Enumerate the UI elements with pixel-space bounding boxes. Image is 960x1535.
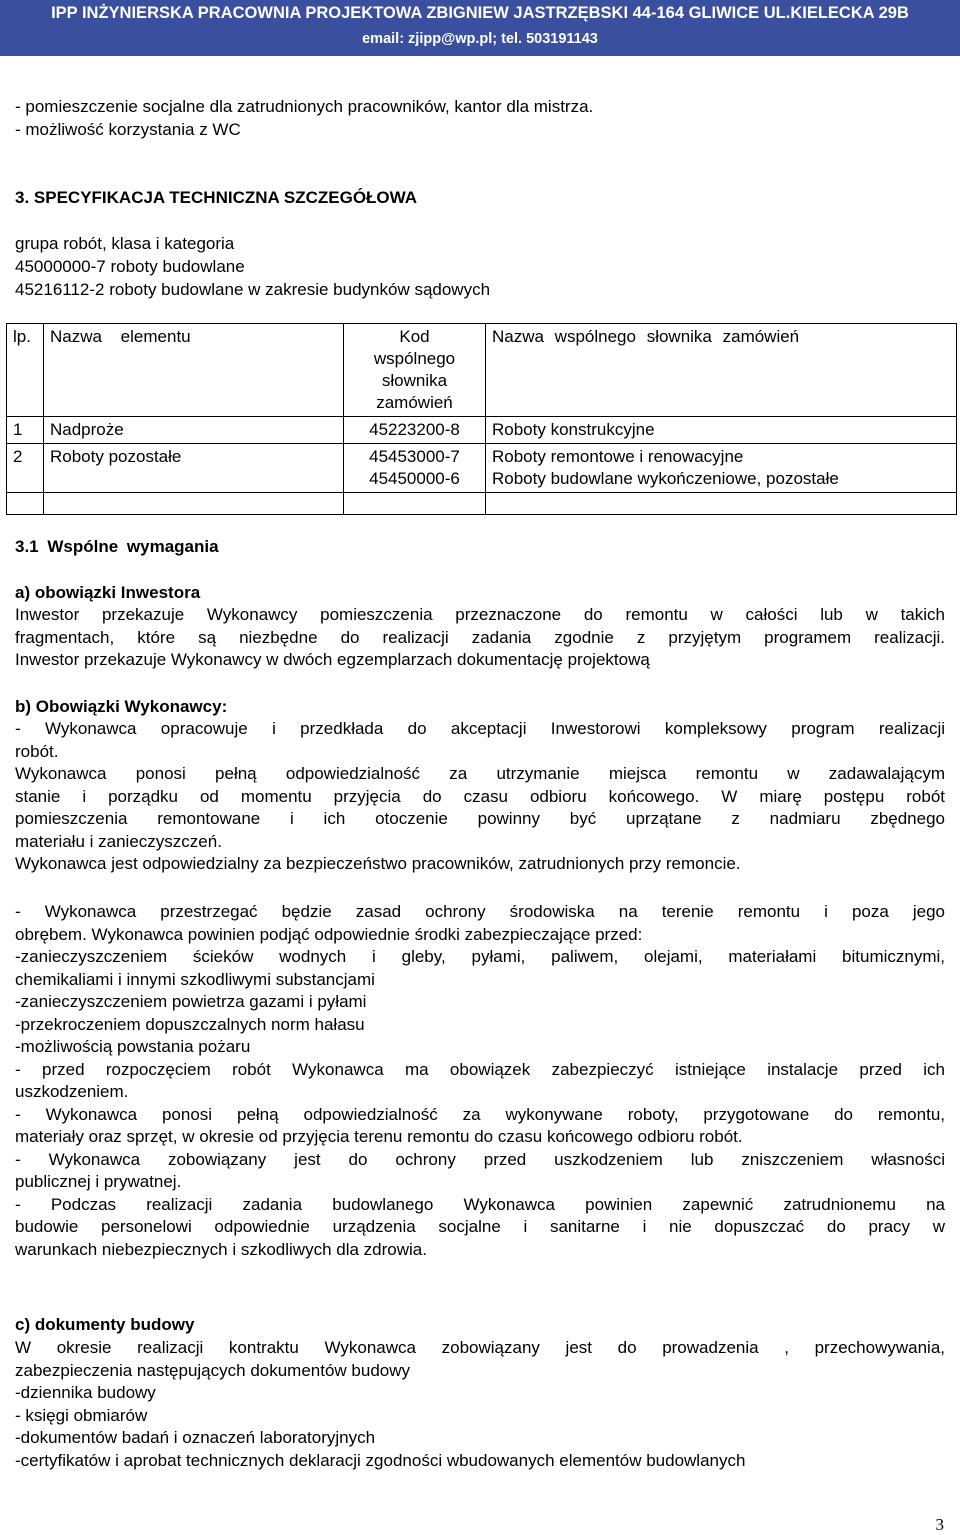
text-line: -dokumentów badań i oznaczeń laboratoryjnych xyxy=(15,1428,376,1447)
text-line: publicznej i prywatnej. xyxy=(15,1172,182,1191)
row-description xyxy=(486,417,957,444)
text-line: Wykonawca jest odpowiedzialny za bezpieczeństwo pracowników, zatrudnionych przy remoncie. xyxy=(15,854,741,873)
row-code-value: 45223200-8 xyxy=(369,420,460,439)
row-lp: 1 xyxy=(7,417,44,444)
row-code-value: 45450000-6 xyxy=(369,469,460,488)
header-dictionary-name xyxy=(486,324,957,417)
row-code xyxy=(344,417,486,444)
row-description xyxy=(486,444,957,493)
text-line: -dziennika budowy xyxy=(15,1383,156,1402)
text-line: materiału i zanieczyszczeń. xyxy=(15,831,222,851)
text-line: - przed rozpoczęciem robót Wykonawca ma obowiązek zabezpieczyć istniejące instalacje przed ich xyxy=(15,1059,945,1079)
row-element-name: Roboty pozostałe xyxy=(44,444,344,493)
text-line: - księgi obmiarów xyxy=(15,1405,148,1425)
text-line: -zanieczyszczeniem ścieków wodnych i gleby, pyłami, paliwem, olejami, materiałami bitumicznymi, xyxy=(15,947,945,966)
classification-line: 45000000-7 roboty budowlane xyxy=(15,257,245,276)
text-line: uszkodzeniem. xyxy=(15,1082,129,1101)
investor-duties-text xyxy=(15,604,945,672)
contractor-duties-paragraph-1 xyxy=(15,718,945,876)
contractor-duties-title: b) Obowiązki Wykonawcy: xyxy=(15,697,228,716)
text-line: chemikaliami i innymi szkodliwymi substancjami xyxy=(15,969,375,989)
header-code-line: słownika xyxy=(381,371,448,390)
investor-duties-title: a) obowiązki Inwestora xyxy=(15,583,201,602)
empty-cell xyxy=(486,493,957,515)
construction-documents-title: c) dokumenty budowy xyxy=(15,1315,195,1334)
text-line: - Wykonawca opracowuje i przedkłada do akceptacji Inwestorowi kompleksowy program realizacji xyxy=(15,719,945,738)
row-description-line: Roboty konstrukcyjne xyxy=(492,420,655,439)
section-3-1-title: 3.1 Wspólne wymagania xyxy=(15,537,219,556)
text-line: Inwestor przekazuje Wykonawcy pomieszczenia przeznaczone do remontu w całości lub w takich xyxy=(15,605,945,624)
text-line: - Wykonawca przestrzegać będzie zasad ochrony środowiska na terenie remontu i poza jego xyxy=(15,902,945,921)
text-line: fragmentach, które są niezbędne do realizacji zadania zgodnie z przyjętym programem realizacji. xyxy=(15,627,945,647)
text-line: -zanieczyszczeniem powietrza gazami i pyłami xyxy=(15,992,367,1011)
header-code-line: zamówień xyxy=(376,393,453,412)
header-code-line: Kod xyxy=(399,327,430,346)
intro-line: - pomieszczenie socjalne dla zatrudnionych pracowników, kantor dla mistrza. xyxy=(15,97,594,116)
text-line: zabezpieczenia następujących dokumentów budowy xyxy=(15,1360,411,1380)
row-description-line: Roboty budowlane wykończeniowe, pozostałe xyxy=(492,469,839,488)
text-line: stanie i porządku od momentu przyjęcia do czasu odbioru końcowego. W miarę postępu robót xyxy=(15,786,945,806)
text-line: budowie personelowi odpowiednie urządzenia socjalne i sanitarne i nie dopuszczać do pracy w xyxy=(15,1217,945,1236)
text-line: pomieszczenia remontowane i ich otoczenie powinny być uprzątane z nadmiaru zbędnego xyxy=(15,809,945,828)
header-element-name xyxy=(44,324,344,417)
intro-line: - możliwość korzystania z WC xyxy=(15,120,241,139)
row-description-line: Roboty remontowe i renowacyjne xyxy=(492,447,744,466)
header-code-line: wspólnego xyxy=(373,349,456,368)
letterhead-company: IPP INŻYNIERSKA PRACOWNIA PROJEKTOWA ZBIGNIEW JASTRZĘBSKI 44-164 GLIWICE UL.KIELECKA 29B xyxy=(51,4,909,22)
row-lp: 2 xyxy=(7,444,44,493)
text-line: - Podczas realizacji zadania budowlanego Wykonawca powinien zapewnić zatrudnionemu na xyxy=(15,1194,945,1214)
text-line: - Wykonawca zobowiązany jest do ochrony przed uszkodzeniem lub zniszczeniem własności xyxy=(15,1149,945,1169)
construction-documents-text xyxy=(15,1337,945,1472)
text-line: Wykonawca ponosi pełną odpowiedzialność za utrzymanie miejsca remontu w zadawalającym xyxy=(15,764,945,783)
classification-line: 45216112-2 roboty budowlane w zakresie budynków sądowych xyxy=(15,280,491,299)
table-row xyxy=(7,417,957,444)
header-element-name-text: Nazwa elementu xyxy=(50,327,191,346)
empty-cell xyxy=(344,493,486,515)
empty-cell xyxy=(7,493,44,515)
row-code xyxy=(344,444,486,493)
header-dictionary-name-text: Nazwa wspólnego słownika zamówień xyxy=(492,327,800,346)
header-code xyxy=(344,324,486,417)
table-header-row xyxy=(7,324,957,417)
letterhead-contact: email: zjipp@wp.pl; tel. 503191143 xyxy=(362,31,598,47)
header-lp: lp. xyxy=(7,324,44,417)
letterhead xyxy=(0,0,960,56)
contractor-duties-paragraph-2 xyxy=(15,901,945,1261)
row-element-name: Nadproże xyxy=(44,417,344,444)
empty-cell xyxy=(44,493,344,515)
spec-table xyxy=(6,323,957,515)
text-line: obrębem. Wykonawca powinien podjąć odpowiednie środki zabezpieczające przed: xyxy=(15,924,643,944)
text-line: Inwestor przekazuje Wykonawcy w dwóch egzemplarzach dokumentację projektową xyxy=(15,650,650,669)
classification-line: grupa robót, klasa i kategoria xyxy=(15,234,235,253)
text-line: W okresie realizacji kontraktu Wykonawca zobowiązany jest do prowadzenia , przechowywania, xyxy=(15,1338,945,1357)
page-number: 3 xyxy=(935,1515,944,1534)
text-line: -przekroczeniem dopuszczalnych norm hałasu xyxy=(15,1014,365,1034)
text-line: materiały oraz sprzęt, w okresie od przyjęcia terenu remontu do czasu końcowego odbioru robót. xyxy=(15,1127,743,1146)
text-line: warunkach niebezpiecznych i szkodliwych dla zdrowia. xyxy=(15,1239,427,1259)
table-row xyxy=(7,444,957,493)
text-line: robót. xyxy=(15,741,59,761)
table-empty-row xyxy=(7,493,957,515)
text-line: -możliwością powstania pożaru xyxy=(15,1037,251,1056)
section-3-title: 3. SPECYFIKACJA TECHNICZNA SZCZEGÓŁOWA xyxy=(15,188,418,207)
text-line: - Wykonawca ponosi pełną odpowiedzialność za wykonywane roboty, przygotowane do remontu, xyxy=(15,1104,945,1124)
text-line: -certyfikatów i aprobat technicznych deklaracji zgodności wbudowanych elementów budowlanych xyxy=(15,1450,746,1470)
row-code-value: 45453000-7 xyxy=(369,447,460,466)
